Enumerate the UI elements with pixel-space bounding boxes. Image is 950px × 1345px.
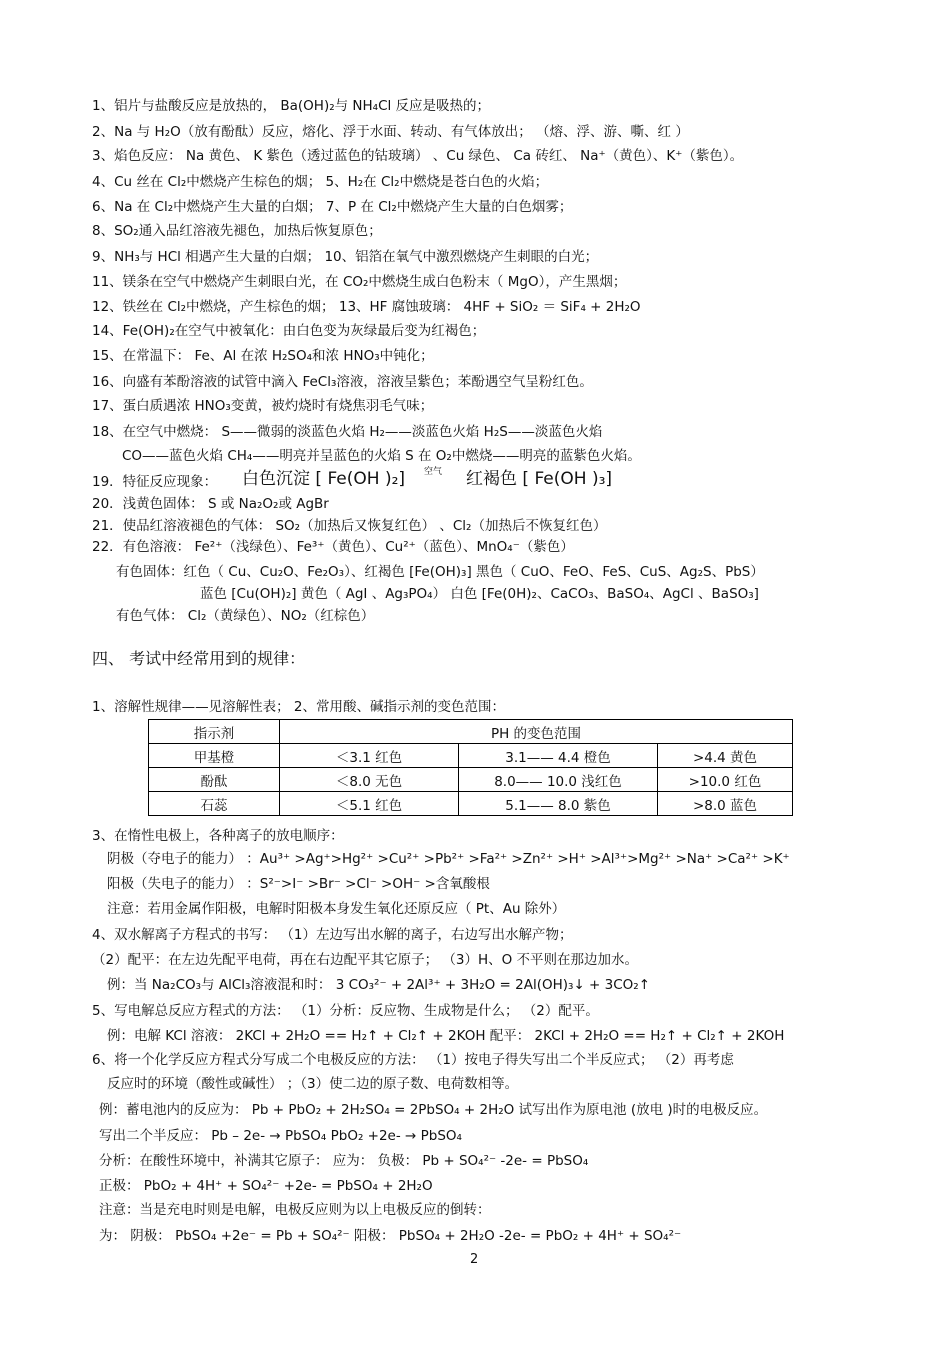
line-6: 8、SO₂通入品红溶液先褪色，加热后恢复原色； xyxy=(92,223,382,239)
line-11: 15、在常温下： Fe、Al 在浓 H₂SO₄和浓 HNO₃中钝化； xyxy=(92,348,434,364)
line-22: 22．有色溶液： Fe²⁺（浅绿色）、Fe³⁺（黄色）、Cu²⁺（蓝色）、MnO₄⁻（紫色） xyxy=(92,539,574,555)
page-number: 2 xyxy=(470,1252,479,1267)
line-5: 6、Na 在 Cl₂中燃烧产生大量的白烟； 7、P 在 Cl₂中燃烧产生大量的白色烟雾； xyxy=(92,199,573,215)
red-brown-formula: 红褐色 [ Fe(OH )₃] xyxy=(466,469,613,489)
white-precipitate-formula: 白色沉淀 [ Fe(OH )₂] xyxy=(242,469,406,489)
line-19-label: 19．特征反应现象： xyxy=(92,474,218,490)
table-cell: ＜3.1 红色 xyxy=(280,744,459,768)
colored-gases-line: 有色气体： Cl₂（黄绿色）、NO₂（红棕色） xyxy=(116,608,375,624)
colored-solids-line-1: 有色固体：红色（ Cu、Cu₂O、Fe₂O₃）、红褐色 [Fe(OH)₃] 黑色（ CuO、FeO、FeS、CuS、Ag₂S、PbS） xyxy=(116,564,764,580)
table-header-cell: 指示剂 xyxy=(149,720,280,744)
analysis-negative: 分析：在酸性环境中，补满其它原子： 应为： 负极： Pb + SO₄²⁻ -2e- = PbSO₄ xyxy=(99,1153,589,1169)
indicator-table xyxy=(148,719,793,816)
table-cell: ＜8.0 无色 xyxy=(280,768,459,792)
anode-order: 阳极（失电子的能力） ：S²⁻>I⁻ >Br⁻ >Cl⁻ >OH⁻ >含氧酸根 xyxy=(107,876,490,892)
rule-4-example: 例：当 Na₂CO₃与 AlCl₃溶液混和时： 3 CO₃²⁻ + 2Al³⁺ + 3H₂O = 2Al(OH)₃↓ + 3CO₂↑ xyxy=(107,977,651,993)
table-row xyxy=(149,744,793,768)
rule-6-cont: 反应时的环境（酸性或碱性） ；（3）使二边的原子数、电荷数相等。 xyxy=(107,1076,519,1092)
table-cell: ＜5.1 红色 xyxy=(280,792,459,816)
section-4-heading: 四、 考试中经常用到的规律： xyxy=(92,649,306,668)
electrode-note: 注意：若用金属作阳极，电解时阳极本身发生氧化还原反应（ Pt、Au 除外） xyxy=(107,901,566,917)
line-7: 9、NH₃与 HCl 相遇产生大量的白烟； 10、铝箔在氧气中激烈燃烧产生刺眼的白光； xyxy=(92,249,599,265)
arrow-label-air: 空气 xyxy=(424,467,443,477)
cathode-order: 阴极（夺电子的能力） ：Au³⁺ >Ag⁺>Hg²⁺ >Cu²⁺ >Pb²⁺ >Fa²⁺ >Zn²⁺ >H⁺ >Al³⁺>Mg²⁺ >Na⁺ >Ca²⁺ >K⁺ xyxy=(107,851,790,867)
line-20: 20．浅黄色固体： S 或 Na₂O₂或 AgBr xyxy=(92,496,329,512)
line-4: 4、Cu 丝在 Cl₂中燃烧产生棕色的烟； 5、H₂在 Cl₂中燃烧是苍白色的火焰； xyxy=(92,174,549,190)
line-13: 17、蛋白质遇浓 HNO₃变黄，被灼烧时有烧焦羽毛气味； xyxy=(92,398,434,414)
line-21: 21．使品红溶液褪色的气体： SO₂（加热后又恢复红色） 、Cl₂（加热后不恢复红色） xyxy=(92,518,607,534)
table-cell: 8.0—— 10.0 浅红色 xyxy=(459,768,658,792)
line-3: 3、焰色反应： Na 黄色、 K 紫色（透过蓝色的钴玻璃） 、Cu 绿色、 Ca 砖红、 Na⁺（黄色）、K⁺（紫色）。 xyxy=(92,148,744,164)
half-reactions: 写出二个半反应： Pb – 2e- → PbSO₄ PbO₂ +2e- → PbSO₄ xyxy=(99,1128,462,1144)
rule-6: 6、将一个化学反应方程式分写成二个电极反应的方法： （1）按电子得失写出二个半反应式； （2）再考虑 xyxy=(92,1052,734,1068)
table-cell: 酚酞 xyxy=(149,768,280,792)
line-2: 2、Na 与 H₂O（放有酚酞）反应，熔化、浮于水面、转动、有气体放出； （熔、浮、游、嘶、红 ） xyxy=(92,124,689,140)
rule-4-cont: （2）配平：在左边先配平电荷，再在右边配平其它原子； （3）H、O 不平则在那边加水。 xyxy=(92,952,639,968)
line-9: 12、铁丝在 Cl₂中燃烧，产生棕色的烟； 13、HF 腐蚀玻璃： 4HF + SiO₂ ＝ SiF₄ + 2H₂O xyxy=(92,299,641,315)
rule-5-example: 例：电解 KCl 溶液： 2KCl + 2H₂O == H₂↑ + Cl₂↑ + 2KOH 配平： 2KCl + 2H₂O == H₂↑ + Cl₂↑ + 2KOH xyxy=(107,1028,785,1044)
table-cell: 5.1—— 8.0 紫色 xyxy=(459,792,658,816)
table-row xyxy=(149,792,793,816)
rule-4: 4、双水解离子方程式的书写： （1）左边写出水解的离子，右边写出水解产物； xyxy=(92,927,573,943)
table-cell: 甲基橙 xyxy=(149,744,280,768)
table-cell: >10.0 红色 xyxy=(658,768,793,792)
line-15: CO——蓝色火焰 CH₄——明亮并呈蓝色的火焰 S 在 O₂中燃烧——明亮的蓝紫色火焰。 xyxy=(122,448,641,464)
rule-5: 5、写电解总反应方程式的方法： （1）分析：反应物、生成物是什么； （2）配平。 xyxy=(92,1003,599,1019)
table-cell: 3.1—— 4.4 橙色 xyxy=(459,744,658,768)
battery-example: 例：蓄电池内的反应为： Pb + PbO₂ + 2H₂SO₄ = 2PbSO₄ + 2H₂O 试写出作为原电池 (放电 )时的电极反应。 xyxy=(99,1102,768,1118)
positive-electrode: 正极： PbO₂ + 4H⁺ + SO₄²⁻ +2e- = PbSO₄ + 2H₂O xyxy=(99,1178,433,1194)
line-12: 16、向盛有苯酚溶液的试管中滴入 FeCl₃溶液，溶液呈紫色；苯酚遇空气呈粉红色。 xyxy=(92,374,593,390)
line-14: 18、在空气中燃烧： S——微弱的淡蓝色火焰 H₂——淡蓝色火焰 H₂S——淡蓝色火焰 xyxy=(92,424,603,440)
rule-1-2: 1、溶解性规律——见溶解性表； 2、常用酸、碱指示剂的变色范围： xyxy=(92,699,505,715)
table-header-row xyxy=(149,720,793,744)
table-cell: 石蕊 xyxy=(149,792,280,816)
charging-reactions: 为： 阴极： PbSO₄ +2e⁻ = Pb + SO₄²⁻ 阳极： PbSO₄ + 2H₂O -2e- = PbO₂ + 4H⁺ + SO₄²⁻ xyxy=(99,1228,682,1244)
table-cell: >4.4 黄色 xyxy=(658,744,793,768)
table-cell: >8.0 蓝色 xyxy=(658,792,793,816)
rule-3: 3、在惰性电极上，各种离子的放电顺序： xyxy=(92,828,344,844)
table-row xyxy=(149,768,793,792)
line-1: 1、铝片与盐酸反应是放热的， Ba(OH)₂与 NH₄Cl 反应是吸热的； xyxy=(92,98,491,114)
charging-note: 注意：当是充电时则是电解，电极反应则为以上电极反应的倒转： xyxy=(99,1202,491,1218)
colored-solids-line-2: 蓝色 [Cu(OH)₂] 黄色（ AgI 、Ag₃PO₄） 白色 [Fe(0H)₂、CaCO₃、BaSO₄、AgCl 、BaSO₃] xyxy=(200,586,759,602)
line-8: 11、镁条在空气中燃烧产生刺眼白光，在 CO₂中燃烧生成白色粉末（ MgO），产生黑烟； xyxy=(92,274,627,290)
table-header-cell: PH 的变色范围 xyxy=(280,720,793,744)
line-10: 14、Fe(OH)₂在空气中被氧化：由白色变为灰绿最后变为红褐色； xyxy=(92,323,486,339)
